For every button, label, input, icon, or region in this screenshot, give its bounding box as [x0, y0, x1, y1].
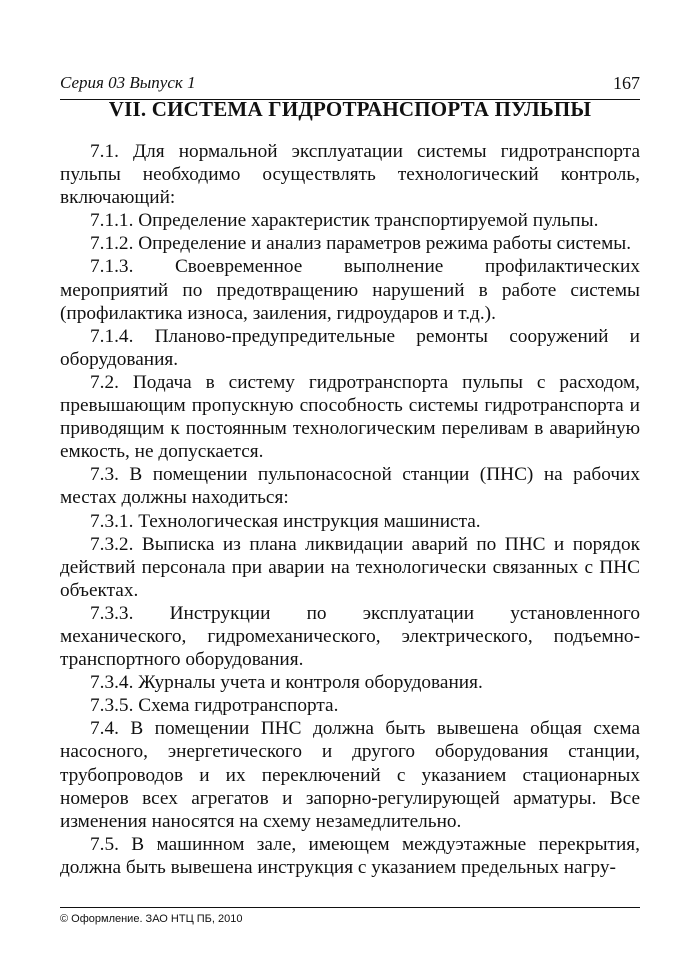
- page-body: [60, 140, 640, 879]
- paragraph: 7.3.3. Инструкции по эксплуатации установленного механического, гидромеханического, электрического, подъемно-транспортного оборудования.: [60, 602, 640, 671]
- paragraph: 7.1.3. Своевременное выполнение профилактических мероприятий по предотвращению нарушений в работе системы (профилактика износа, заиления, гидроударов и т.д.).: [60, 256, 640, 324]
- paragraph: 7.1.4. Планово-предупредительные ремонты сооружений и оборудования.: [60, 325, 640, 370]
- paragraph: 7.4. В помещении ПНС должна быть вывешена общая схема насосного, энергетического и другого оборудования станции, трубопроводов и их переключений с указанием стационарных номеров всех агрегатов и запорно-регулирующей арматуры. Все изменения наносятся на схему незамедлительно.: [60, 718, 640, 832]
- paragraph: 7.1. Для нормальной эксплуатации системы гидротранспорта пульпы необходимо осуществлять технологический контроль, включающий:: [60, 141, 640, 209]
- paragraph: 7.3.2. Выписка из плана ликвидации аварий по ПНС и порядок действий персонала при аварии на технологически связанных с ПНС объектах.: [60, 533, 640, 601]
- chapter-title: VII. СИСТЕМА ГИДРОТРАНСПОРТА ПУЛЬПЫ: [108, 97, 592, 121]
- paragraph: 7.2. Подача в систему гидротранспорта пульпы с расходом, превышающим пропускную способность системы гидротранспорта и приводящим к постоянным технологическим переливам в аварийную емкость, не допускается.: [60, 371, 640, 463]
- paragraph: 7.3.1. Технологическая инструкция машиниста.: [90, 510, 481, 532]
- paragraph: 7.5. В машинном зале, имеющем междуэтажные перекрытия, должна быть вывешена инструкция с указанием предельных нагру-: [60, 833, 640, 878]
- footer-divider: [60, 907, 640, 908]
- series-label: Серия 03 Выпуск 1: [60, 73, 196, 92]
- paragraph: 7.1.2. Определение и анализ параметров режима работы системы.: [90, 233, 632, 255]
- paragraph: 7.3.4. Журналы учета и контроля оборудования.: [90, 672, 483, 694]
- paragraph: 7.3.5. Схема гидротранспорта.: [90, 695, 339, 717]
- paragraph: 7.1.1. Определение характеристик транспортируемой пульпы.: [90, 210, 599, 232]
- page-header: [60, 71, 640, 100]
- paragraph: 7.3. В помещении пульпонасосной станции (ПНС) на рабочих местах должны находиться:: [60, 464, 640, 509]
- footer-copyright: © Оформление. ЗАО НТЦ ПБ, 2010: [60, 913, 243, 925]
- page-number: 167: [613, 73, 640, 93]
